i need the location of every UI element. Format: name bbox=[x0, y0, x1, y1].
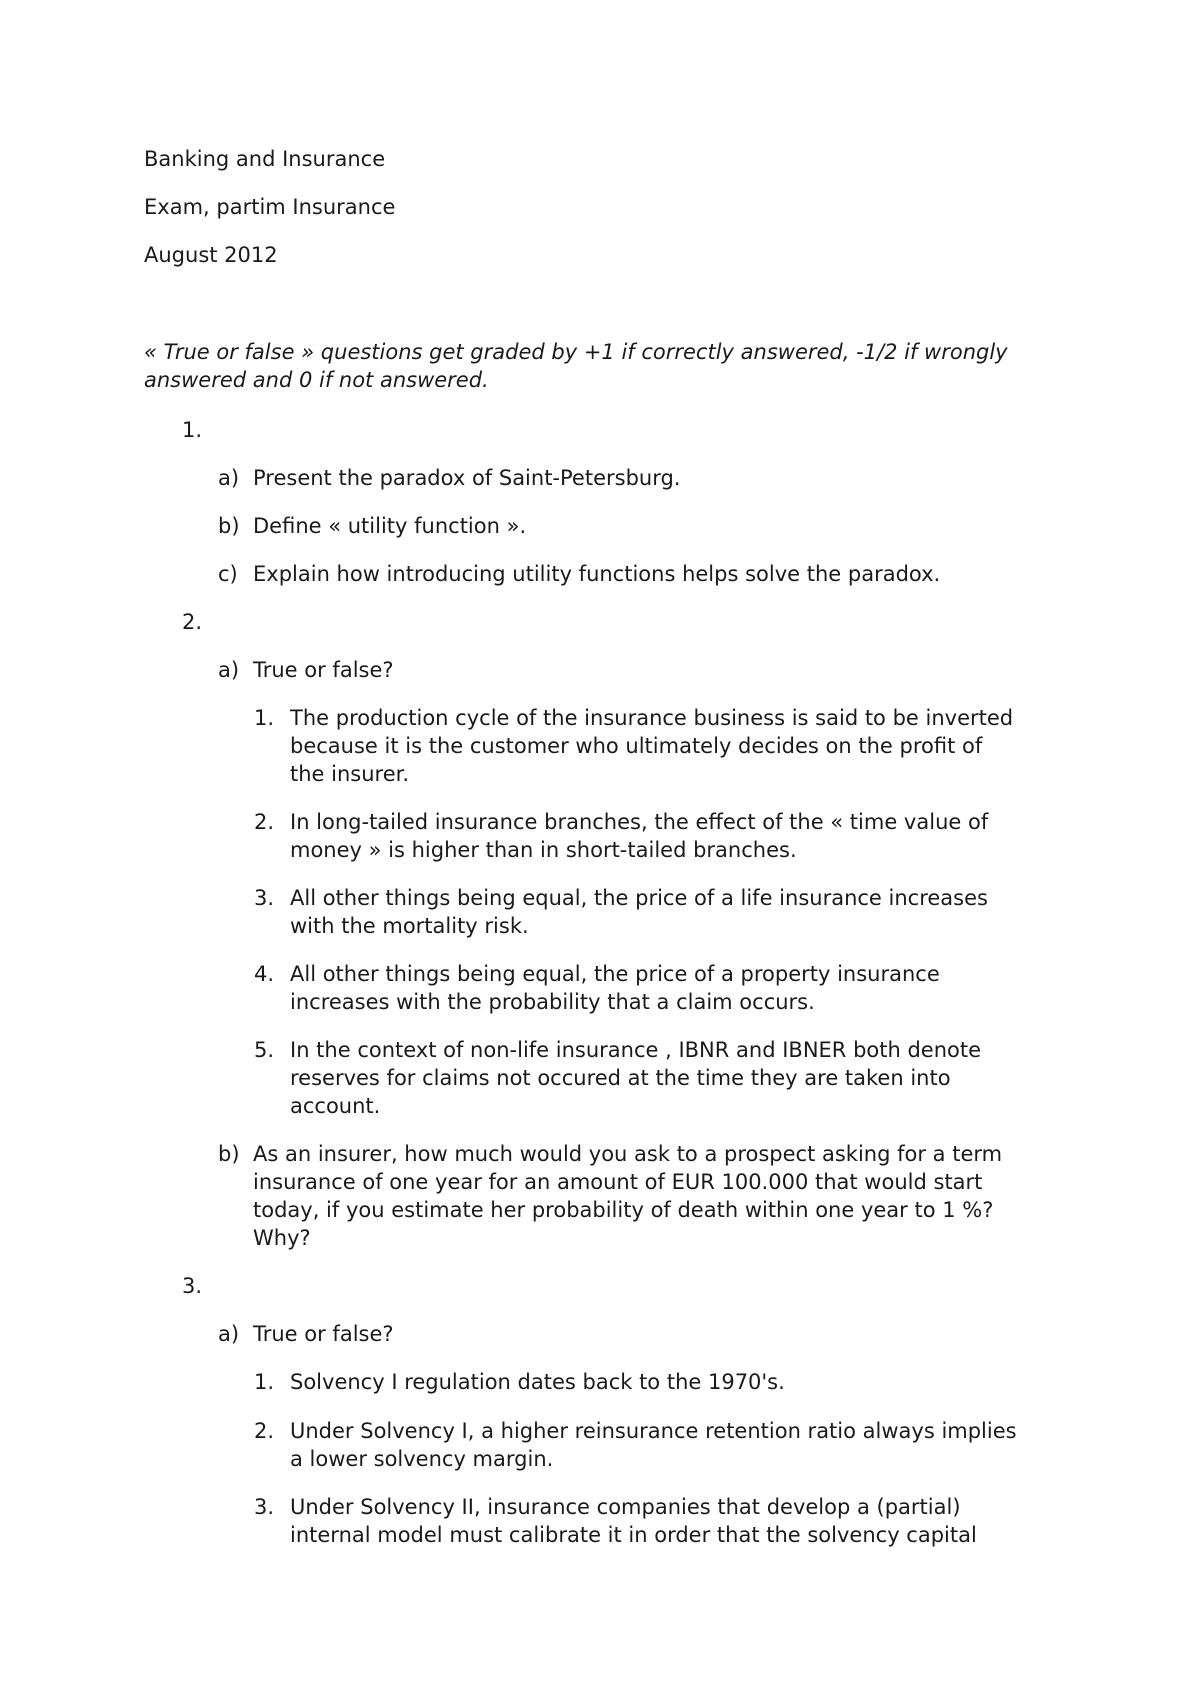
q3-a-item-2-line-2: a lower solvency margin. bbox=[290, 1447, 554, 1471]
q1-b-text: Define « utility function ». bbox=[253, 514, 527, 538]
exam-date: August 2012 bbox=[144, 243, 278, 267]
instructions-line-1: « True or false » questions get graded by +1 if correctly answered, -1/2 if wrongly bbox=[144, 340, 1008, 364]
q3-a-item-2-line-1: Under Solvency I, a higher reinsurance retention ratio always implies bbox=[290, 1419, 1017, 1443]
q2-a-item-2-line-2: money » is higher than in short-tailed branches. bbox=[290, 838, 797, 862]
q2-number: 2. bbox=[182, 610, 203, 634]
q1-a-text: Present the paradox of Saint-Petersburg. bbox=[253, 466, 681, 490]
q2-a-item-3-line-1: All other things being equal, the price of a life insurance increases bbox=[290, 886, 988, 910]
q3-a-item-3-line-1: Under Solvency II, insurance companies that develop a (partial) bbox=[290, 1495, 961, 1519]
q2-a-item-5-line-3: account. bbox=[290, 1094, 381, 1118]
q2-b-marker: b) bbox=[218, 1142, 240, 1166]
q1-number: 1. bbox=[182, 418, 203, 442]
q2-b-line-4: Why? bbox=[253, 1226, 311, 1250]
q2-a-item-2-marker: 2. bbox=[254, 810, 275, 834]
q2-a-item-4-line-2: increases with the probability that a claim occurs. bbox=[290, 990, 815, 1014]
q2-a-item-3-line-2: with the mortality risk. bbox=[290, 914, 529, 938]
q3-a-text: True or false? bbox=[253, 1322, 394, 1346]
q2-a-text: True or false? bbox=[253, 658, 394, 682]
q2-a-marker: a) bbox=[218, 658, 240, 682]
q2-a-item-2-line-1: In long-tailed insurance branches, the effect of the « time value of bbox=[290, 810, 989, 834]
q2-b-line-3: today, if you estimate her probability of death within one year to 1 %? bbox=[253, 1198, 994, 1222]
q2-a-item-5-line-1: In the context of non-life insurance , IBNR and IBNER both denote bbox=[290, 1038, 982, 1062]
q2-a-item-1-line-3: the insurer. bbox=[290, 762, 410, 786]
q3-a-marker: a) bbox=[218, 1322, 240, 1346]
q2-b-line-2: insurance of one year for an amount of EUR 100.000 that would start bbox=[253, 1170, 983, 1194]
q2-a-item-4-line-1: All other things being equal, the price of a property insurance bbox=[290, 962, 940, 986]
q2-b-line-1: As an insurer, how much would you ask to a prospect asking for a term bbox=[253, 1142, 1003, 1166]
q2-a-item-5-line-2: reserves for claims not occured at the time they are taken into bbox=[290, 1066, 951, 1090]
q1-a-marker: a) bbox=[218, 466, 240, 490]
q2-a-item-3-marker: 3. bbox=[254, 886, 275, 910]
q3-a-item-1-marker: 1. bbox=[254, 1370, 275, 1394]
q2-a-item-1-line-2: because it is the customer who ultimately decides on the profit of bbox=[290, 734, 983, 758]
q3-a-item-3-marker: 3. bbox=[254, 1495, 275, 1519]
q1-c-marker: c) bbox=[218, 562, 238, 586]
q3-a-item-1-line-1: Solvency I regulation dates back to the 1970's. bbox=[290, 1370, 785, 1394]
q2-a-item-1-marker: 1. bbox=[254, 706, 275, 730]
q1-b-marker: b) bbox=[218, 514, 240, 538]
course-title: Banking and Insurance bbox=[144, 147, 386, 171]
q3-a-item-3-line-2: internal model must calibrate it in order that the solvency capital bbox=[290, 1523, 977, 1547]
q2-a-item-1-line-1: The production cycle of the insurance business is said to be inverted bbox=[290, 706, 1014, 730]
q3-a-item-2-marker: 2. bbox=[254, 1419, 275, 1443]
q2-a-item-4-marker: 4. bbox=[254, 962, 275, 986]
q3-number: 3. bbox=[182, 1274, 203, 1298]
instructions-line-2: answered and 0 if not answered. bbox=[144, 368, 489, 392]
q2-a-item-5-marker: 5. bbox=[254, 1038, 275, 1062]
exam-title: Exam, partim Insurance bbox=[144, 195, 396, 219]
q1-c-text: Explain how introducing utility functions helps solve the paradox. bbox=[253, 562, 941, 586]
